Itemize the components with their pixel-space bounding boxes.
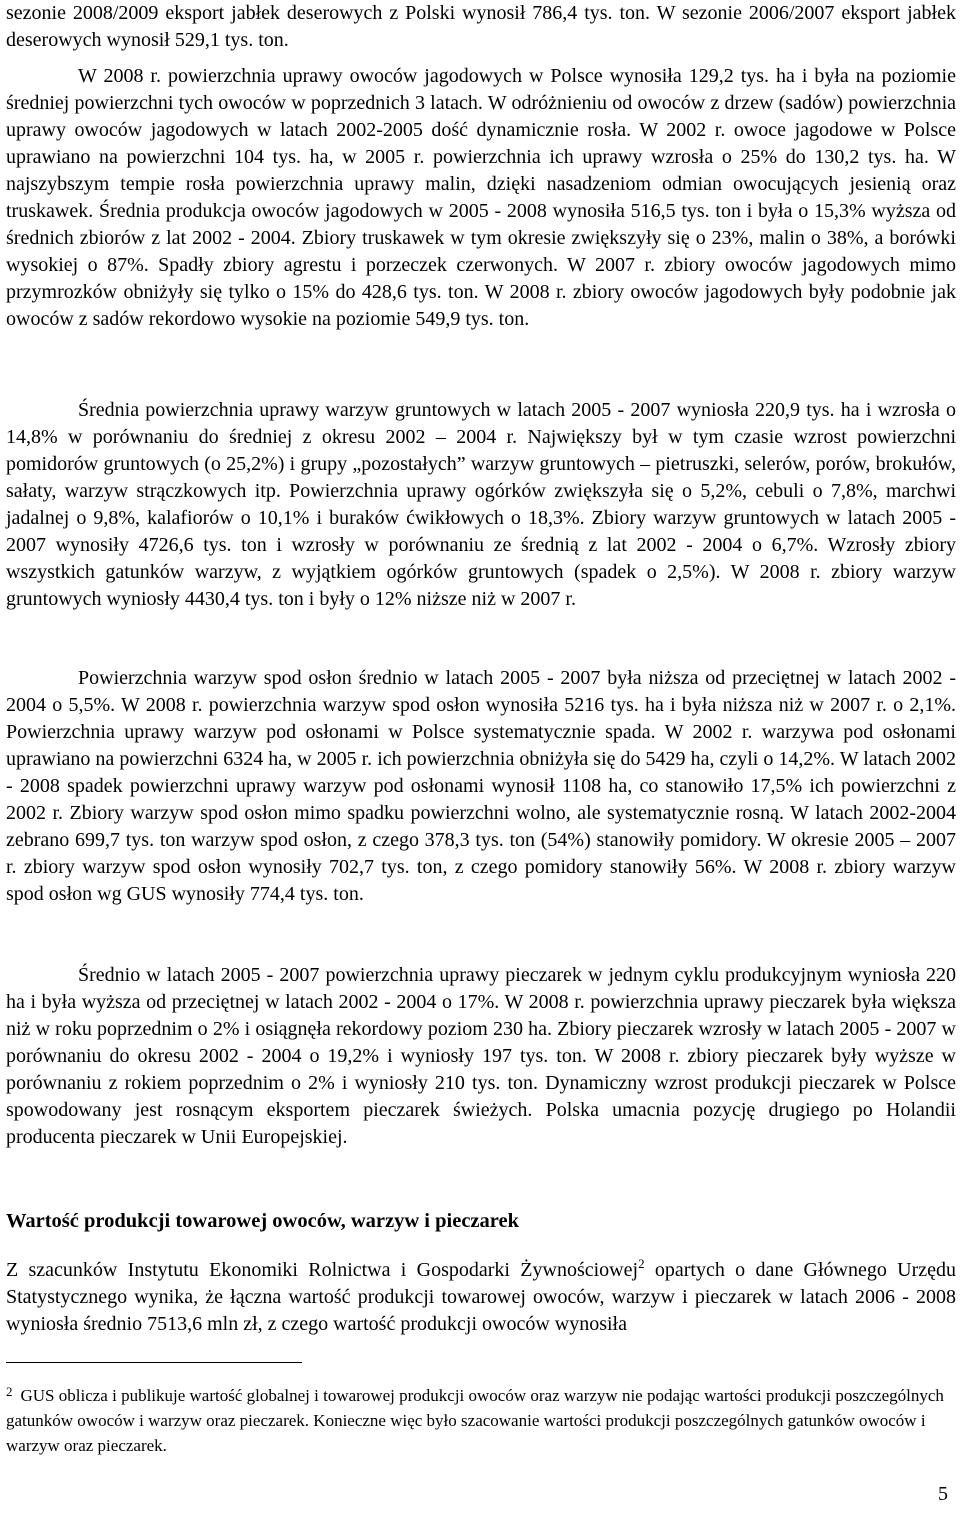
paragraph-mushrooms: Średnio w latach 2005 - 2007 powierzchnia uprawy pieczarek w jednym cyklu produkcyjnym wyniosła 220 ha i była wyższa od przeciętnej w latach 2002 - 2004 o 17%. W 2008 r. powierzchnia uprawy pieczarek była większa niż w roku poprzednim o 2% i osiągnęła rekordowy poziom 230 ha. Zbiory pieczarek wzrosły w latach 2005 - 2007 w porównaniu do okresu 2002 - 2004 o 19,2% i wyniosły 197 tys. ton. W 2008 r. zbiory pieczarek były wyższe w porównaniu z rokiem poprzednim o 2% i wyniosły 210 tys. ton. Dynamiczny wzrost produkcji pieczarek w Polsce spowodowany jest rosnącym eksportem pieczarek świeżych. Polska umacnia pozycję drugiego po Holandii producenta pieczarek w Unii Europejskiej. (6, 964, 956, 1148)
footnote-text: GUS oblicza i publikuje wartość globalnej i towarowej produkcji owoców oraz warzyw nie podając wartości produkcji poszczególnych gatunków owoców i warzyw oraz pieczarek. Konieczne więc było szacowanie wartości produkcji poszczególnych gatunków owoców i warzyw oraz pieczarek. (6, 1386, 944, 1455)
paragraph-text-end: opartych o dane Głównego Urzędu Statystycznego wynika, że łączna wartość produkcji towarowej owoców, warzyw i pieczarek w latach 2006 - 2008 wyniosła średnio 7513,6 mln zł, z czego wartość produkcji owoców wynosiła (6, 1259, 956, 1335)
paragraph-berry-fruits: W 2008 r. powierzchnia uprawy owoców jagodowych w Polsce wynosiła 129,2 tys. ha i była na poziomie średniej powierzchni tych owoców w poprzednich 3 latach. W odróżnieniu od owoców z drzew (sadów) powierzchnia uprawy owoców jagodowych w latach 2002-2005 dość dynamicznie rosła. W 2002 r. owoce jagodowe w Polsce uprawiano na powierzchni 104 tys. ha, w 2005 r. powierzchnia ich uprawy wzrosła o 25% do 130,2 tys. ha. W najszybszym tempie rosła powierzchnia uprawy malin, dzięki nasadzeniom odmian owocujących jesienią oraz truskawek. Średnia produkcja owoców jagodowych w 2005 - 2008 wynosiła 516,5 tys. ton i była o 15,3% wyższa od średnich zbiorów z lat 2002 - 2004. Zbiory truskawek w tym okresie zwiększyły się o 23%, malin o 38%, a borówki wysokiej o 87%. Spadły zbiory agrestu i porzeczek czerwonych. W 2007 r. zbiory owoców jagodowych mimo przymrozków obniżyły się tylko o 15% do 428,6 tys. ton. W 2008 r. zbiory owoców jagodowych były podobnie jak owoców z sadów rekordowo wysokie na poziomie 549,9 tys. ton. (6, 65, 956, 330)
footnote-separator (6, 1362, 302, 1363)
footnote (6, 1379, 956, 1458)
footnote-reference: 2 (638, 1256, 645, 1271)
paragraph-production-value (6, 1250, 956, 1338)
page-number: 5 (938, 1483, 948, 1505)
paragraph-apple-export: sezonie 2008/2009 eksport jabłek deserowych z Polski wynosił 786,4 tys. ton. W sezonie 2006/2007 eksport jabłek deserowych wynosił 529,1 tys. ton. (6, 2, 956, 51)
paragraph-field-vegetables: Średnia powierzchnia uprawy warzyw gruntowych w latach 2005 - 2007 wyniosła 220,9 tys. ha i wzrosła o 14,8% w porównaniu do średniej z okresu 2002 – 2004 r. Największy był w tym czasie wzrost powierzchni pomidorów gruntowych (o 25,2%) i grupy „pozostałych” warzyw gruntowych – pietruszki, selerów, porów, brokułów, sałaty, warzyw strączkowych itp. Powierzchnia uprawy ogórków zwiększyła się o 5,2%, cebuli o 7,8%, marchwi jadalnej o 9,8%, kalafiorów o 10,1% i buraków ćwikłowych o 18,3%. Zbiory warzyw gruntowych w latach 2005 - 2007 wynosiły 4726,6 tys. ton i wzrosły w porównaniu ze średnią z lat 2002 - 2004 o 6,7%. Wzrosły zbiory wszystkich gatunków warzyw, z wyjątkiem ogórków gruntowych (spadek o 2,5%). W 2008 r. zbiory warzyw gruntowych wyniosły 4430,4 tys. ton i były o 12% niższe niż w 2007 r. (6, 399, 956, 610)
section-heading: Wartość produkcji towarowej owoców, warzyw i pieczarek (6, 1210, 519, 1232)
paragraph-covered-vegetables: Powierzchnia warzyw spod osłon średnio w latach 2005 - 2007 była niższa od przeciętnej w latach 2002 - 2004 o 5,5%. W 2008 r. powierzchnia warzyw spod osłon wynosiła 5216 tys. ha i była niższa niż w 2007 r. o 2,1%. Powierzchnia uprawy warzyw pod osłonami w Polsce systematycznie spada. W 2002 r. warzywa pod osłonami uprawiano na powierzchni 6324 ha, w 2005 r. ich powierzchnia obniżyła się do 5429 ha, czyli o 14,2%. W latach 2002 - 2008 spadek powierzchni uprawy warzyw pod osłonami wynosił 1108 ha, co stanowiło 17,5% ich powierzchni z 2002 r. Zbiory warzyw spod osłon mimo spadku powierzchni wolno, ale systematycznie rosną. W latach 2002-2004 zebrano 699,7 tys. ton warzyw spod osłon, z czego 378,3 tys. ton (54%) stanowiły pomidory. W okresie 2005 – 2007 r. zbiory warzyw spod osłon wynosiły 702,7 tys. ton, z czego pomidory stanowiły 56%. W 2008 r. zbiory warzyw spod osłon wg GUS wynosiły 774,4 tys. ton. (6, 667, 956, 905)
footnote-mark: 2 (6, 1384, 13, 1399)
paragraph-text-start: Z szacunków Instytutu Ekonomiki Rolnictwa i Gospodarki Żywnościowej (6, 1259, 639, 1281)
